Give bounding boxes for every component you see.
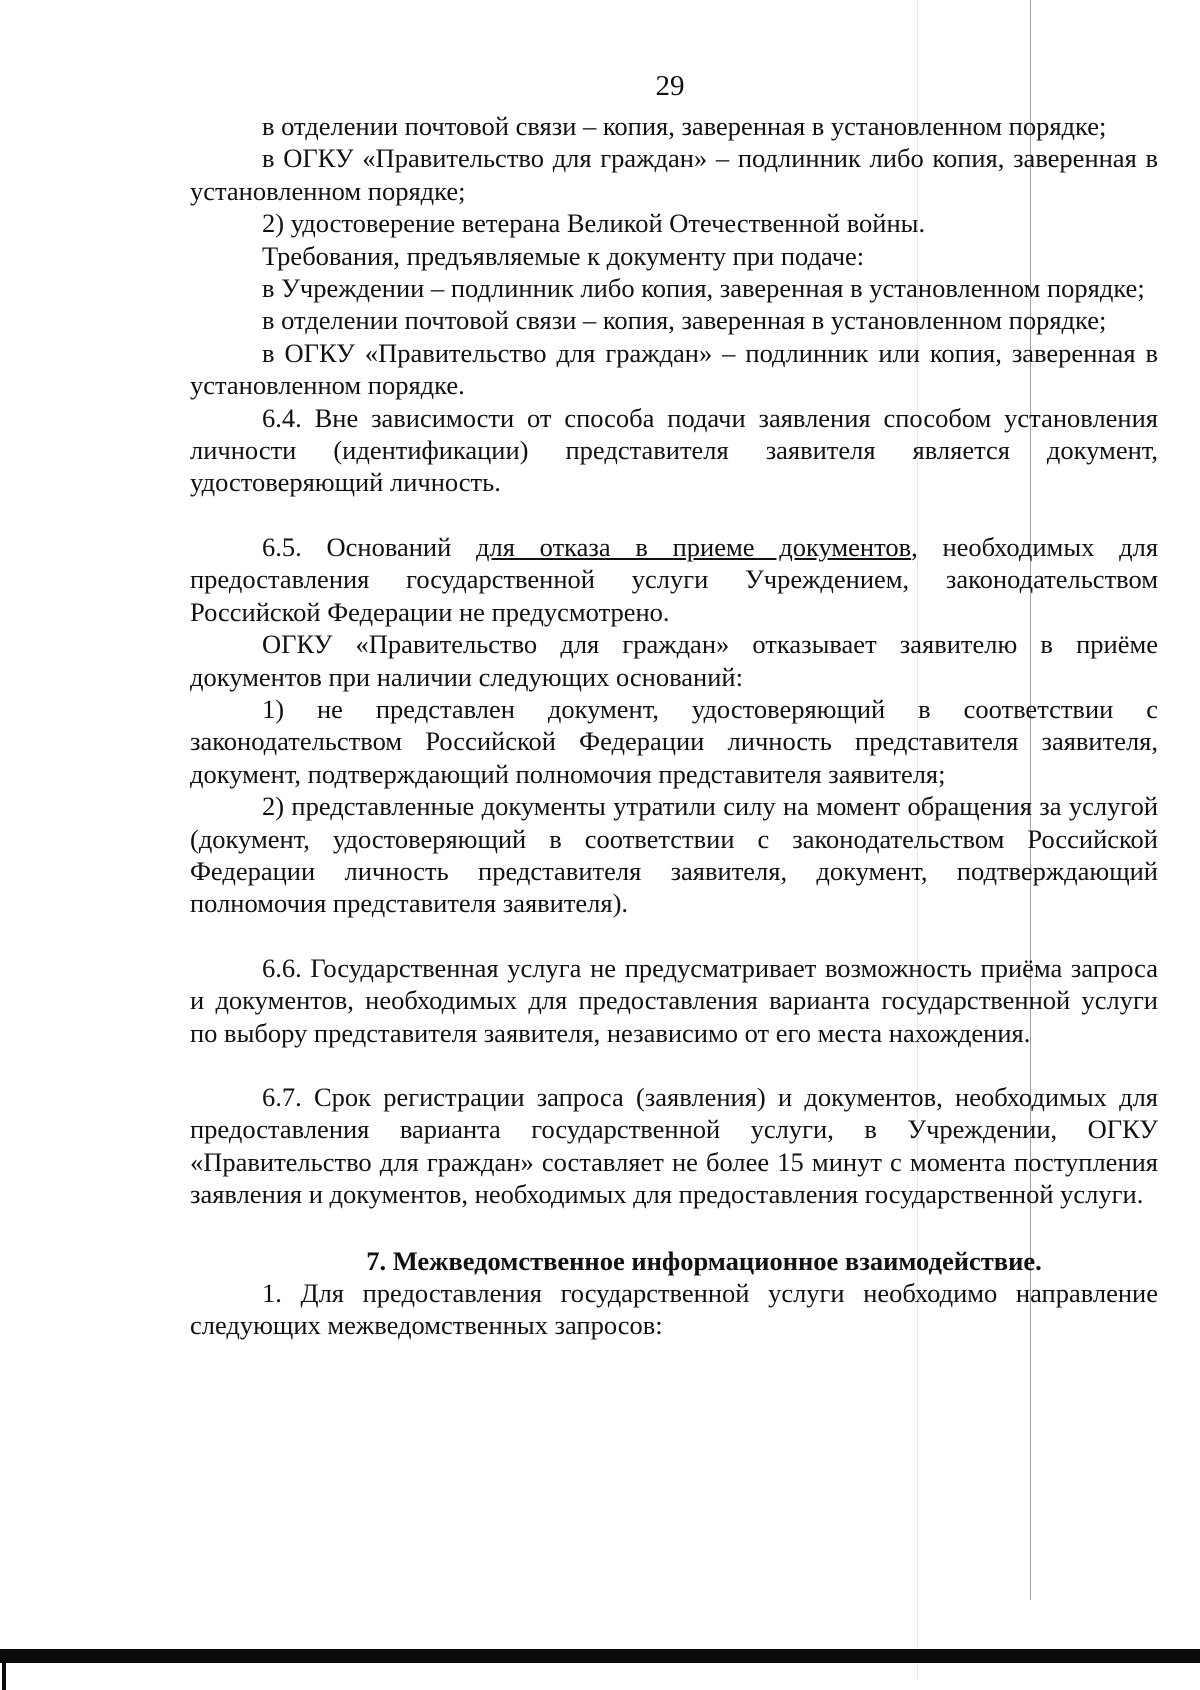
paragraph: в ОГКУ «Правительство для граждан» – подлинник или копия, заверенная в установленном порядке.	[190, 337, 1158, 401]
paragraph: в отделении почтовой связи – копия, заверенная в установленном порядке;	[262, 111, 1107, 141]
paragraph: Требования, предъявляемые к документу при подаче:	[262, 240, 865, 271]
section-heading: 7. Межведомственное информационное взаимодействие.	[366, 1245, 1042, 1276]
paragraph: в Учреждении – подлинник либо копия, заверенная в установленном порядке;	[262, 273, 1145, 304]
list-item: 2) представленные документы утратили силу на момент обращения за услугой (документ, удостоверяющий в соответствии с законодательством Российской Федерации личность представителя заявителя, документ, подтверждающий полномочия представителя заявителя).	[190, 791, 1158, 919]
paragraph-6-5-start: 6.5. Оснований	[262, 531, 477, 562]
scan-bottom-edge	[0, 1649, 1200, 1663]
paragraph-6-6: 6.6. Государственная услуга не предусматривает возможность приёма запроса и документов, необходимых для предоставления варианта государственной услуги по выбору представителя заявителя, независимо от его места нахождения.	[190, 952, 1158, 1048]
paragraph-6-5-end: , необходимых для предоставления государственной услуги Учреждением, законодательством Российской Федерации не предусмотрено.	[190, 531, 1159, 627]
paragraph: в ОГКУ «Правительство для граждан» – подлинник либо копия, заверенная в установленном порядке;	[190, 143, 1158, 206]
paragraph-6-7: 6.7. Срок регистрации запроса (заявления) и документов, необходимых для предоставления варианта государственной услуги, в Учреждении, ОГКУ «Правительство для граждан» составляет не более 15 минут с момента поступления заявления и документов, необходимых для предоставления государственной услуги.	[190, 1081, 1158, 1210]
underlined-phrase: для отказа в приеме документов	[476, 531, 912, 562]
paragraph: 1. Для предоставления государственной услуги необходимо направление следующих межведомственных запросов:	[190, 1278, 1158, 1341]
paragraph-6-4: 6.4. Вне зависимости от способа подачи заявления способом установления личности (идентификации) представителя заявителя является документ, удостоверяющий личность.	[190, 402, 1158, 498]
page-number: 29	[655, 70, 685, 102]
document-body	[190, 110, 1158, 1342]
paragraph: в отделении почтовой связи – копия, заверенная в установленном порядке;	[262, 305, 1107, 336]
paragraph: 2) удостоверение ветерана Великой Отечественной войны.	[262, 208, 926, 239]
scan-left-edge	[2, 1650, 6, 1690]
paragraph-6-5	[190, 531, 1158, 628]
list-item: 1) не представлен документ, удостоверяющий в соответствии с законодательством Российской Федерации личность представителя заявителя, документ, подтверждающий полномочия представителя заявителя;	[190, 693, 1158, 789]
paragraph: ОГКУ «Правительство для граждан» отказывает заявителю в приёме документов при наличии следующих оснований:	[190, 629, 1158, 692]
